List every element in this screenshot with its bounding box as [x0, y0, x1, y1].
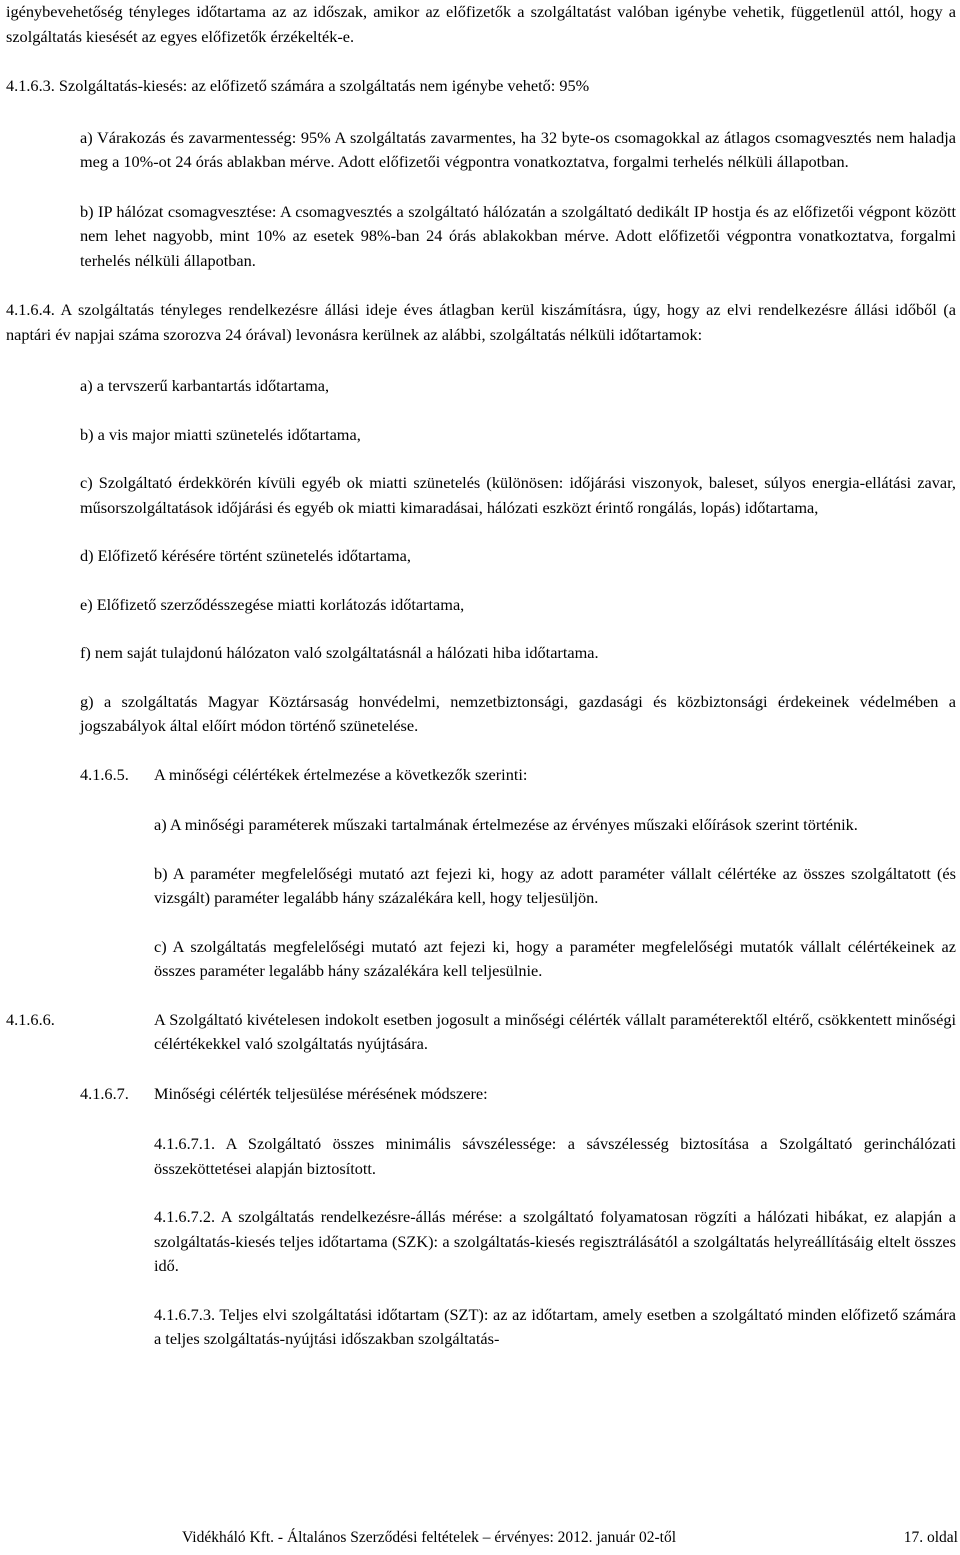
section-4164-paragraph: 4.1.6.4. A szolgáltatás tényleges rendelkezésre állási ideje éves átlagban kerül kiszámításra, úgy, hogy az elvi rendelkezésre állási időből (a naptári év napjai száma szorozva 24 órával) levonásra kerülnek az alábbi, szolgáltatás nélküli időtartamok:	[6, 300, 956, 344]
section-4164-item-g: g) a szolgáltatás Magyar Köztársaság honvédelmi, nemzetbiztonsági, gazdasági és közbiztonsági érdekeinek védelmében a jogszabályok által előírt módon történő szünetelése.	[80, 691, 956, 735]
section-4166-text: A Szolgáltató kivételesen indokolt esetben jogosult a minőségi célérték vállalt paraméterektől eltérő, csökkentett minőségi célértékekkel való szolgáltatás nyújtására.	[154, 1009, 956, 1053]
section-4164-item-a: a) a tervszerű karbantartás időtartama,	[80, 376, 330, 395]
section-4166-number: 4.1.6.6.	[6, 1009, 55, 1029]
section-4163-item-a: a) Várakozás és zavarmentesség: 95% A szolgáltatás zavarmentes, ha 32 byte-os csomagokkal az átlagos csomagvesztés nem haladja meg a 10%-ot 24 órás ablakban mérve. Adott előfizetői végpontra vonatkoztatva, forgalmi terhelés nélküli állapotban.	[80, 127, 956, 171]
section-4167-number: 4.1.6.7.	[80, 1083, 129, 1103]
footer-title: Vidékháló Kft. - Általános Szerződési feltételek – érvényes: 2012. január 02-től	[182, 1529, 677, 1546]
section-4166-paragraph	[6, 1008, 956, 1057]
section-4163-item-b: b) IP hálózat csomagvesztése: A csomagvesztés a szolgáltató hálózatán a szolgáltató dedikált IP hostja és az előfizetői végpont között nem lehet nagyobb, mint 10% az esetek 98%-ban 24 órás ablakokban mérve. Adott előfizetői végpontra vonatkoztatva, forgalmi terhelés nélküli állapotban.	[80, 201, 956, 270]
section-4164-item-d: d) Előfizető kérésére történt szünetelés időtartama,	[80, 546, 411, 565]
section-4167-heading	[80, 1082, 956, 1107]
section-4165-item-c: c) A szolgáltatás megfelelőségi mutató azt fejezi ki, hogy a paraméter megfelelőségi mutatók vállalt célértékeinek az összes paraméter legalább hány százalékára kell teljesülnie.	[154, 936, 956, 980]
section-4163-heading: 4.1.6.3. Szolgáltatás-kiesés: az előfizető számára a szolgáltatás nem igénybe vehető: 95%	[6, 76, 590, 95]
section-41671-paragraph: 4.1.6.7.1. A Szolgáltató összes minimális sávszélessége: a sávszélesség biztosítása a Szolgáltató gerinchálózati összeköttetései alapján biztosított.	[154, 1134, 956, 1178]
section-4164-item-f: f) nem saját tulajdonú hálózaton való szolgáltatásnál a hálózati hiba időtartama.	[80, 643, 599, 662]
footer-page-number: 17. oldal	[903, 1529, 958, 1546]
section-4167-text: Minőségi célérték teljesülése mérésének módszere:	[154, 1083, 488, 1103]
page-footer	[0, 1522, 960, 1550]
section-4165-item-a: a) A minőségi paraméterek műszaki tartalmának értelmezése az érvényes műszaki előírások szerint történik.	[154, 815, 858, 834]
section-4164-item-b: b) a vis major miatti szünetelés időtartama,	[80, 424, 361, 444]
section-41672-paragraph: 4.1.6.7.2. A szolgáltatás rendelkezésre-állás mérése: a szolgáltató folyamatosan rögzíti a hálózati hibákat, ez alapján a szolgáltatás-kiesés teljes időtartama (SZK): a szolgáltatás-kiesés regisztrálásától a szolgáltatás helyreállításáig eltelt összes idő.	[154, 1207, 956, 1275]
section-4165-number: 4.1.6.5.	[80, 764, 129, 784]
section-4164-item-e: e) Előfizető szerződésszegése miatti korlátozás időtartama,	[80, 594, 465, 614]
section-4165-heading	[80, 763, 956, 788]
document-page	[6, 0, 956, 1352]
section-4165-item-b: b) A paraméter megfelelőségi mutató azt fejezi ki, hogy az adott paraméter vállalt célértéke az összes szolgáltatott (és vizsgált) paraméter legalább hány százalékára kell, hogy teljesüljön.	[154, 863, 956, 907]
section-4164-item-c: c) Szolgáltató érdekkörén kívüli egyéb ok miatti szünetelés (különösen: időjárási viszonyok, baleset, súlyos energia-ellátási zavar, műsorszolgáltatások időjárási és egyéb ok miatti kimaradásai, hálózati eszközt érintő rongálás, lopás) időtartama,	[80, 473, 956, 517]
section-41673-paragraph: 4.1.6.7.3. Teljes elvi szolgáltatási időtartam (SZT): az az időtartam, amely esetben a szolgáltató minden előfizető számára a teljes szolgáltatás-nyújtási időszakban szolgáltatás-	[154, 1304, 956, 1348]
intro-paragraph: igénybevehetőség tényleges időtartama az az időszak, amikor az előfizetők a szolgáltatást valóban igénybe vehetik, függetlenül attól, hogy a szolgáltatás kiesését az egyes előfizetők érzékelték-e.	[6, 2, 956, 46]
section-4165-text: A minőségi célértékek értelmezése a következők szerinti:	[154, 764, 528, 784]
